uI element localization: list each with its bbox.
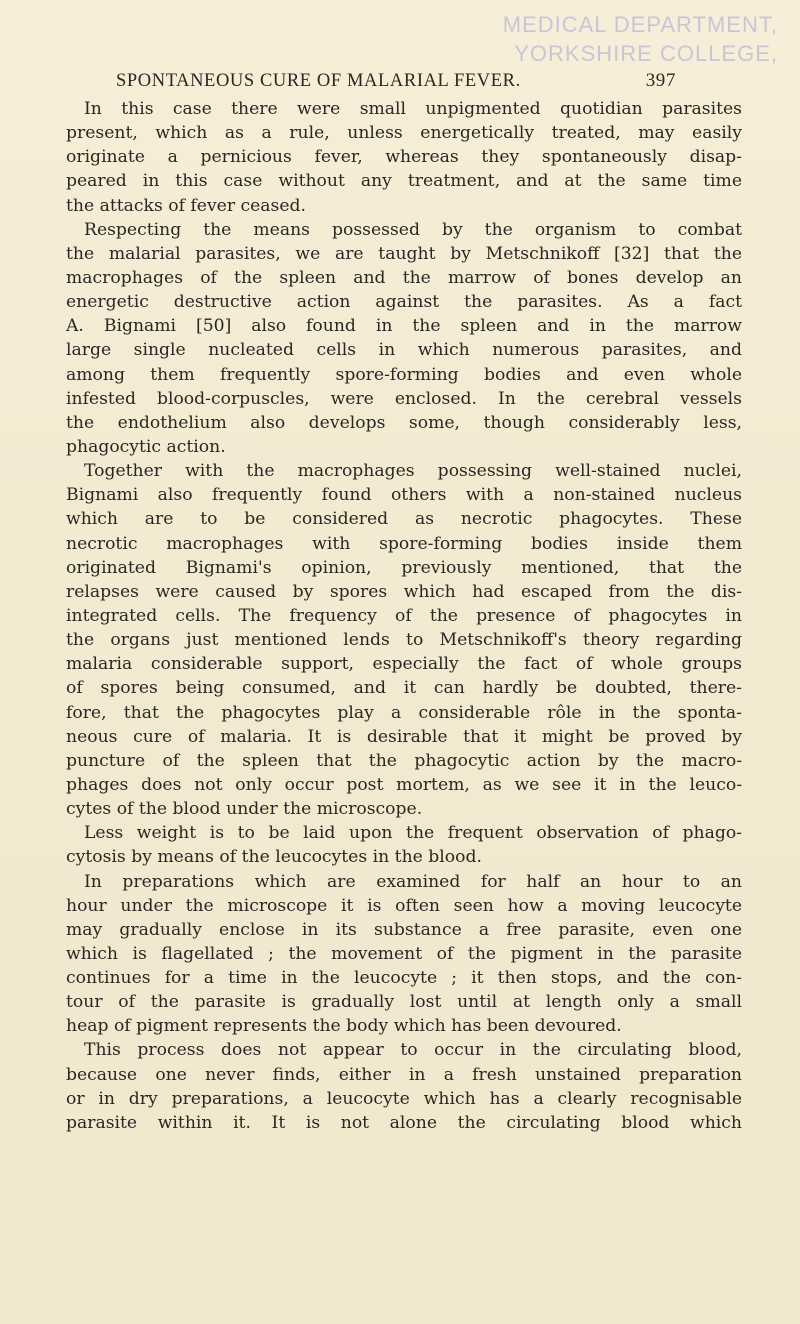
text-line: hour under the microscope it is often seen how a moving leucocyte bbox=[66, 895, 742, 916]
body-text bbox=[66, 97, 742, 1135]
text-line: among them frequently spore-forming bodies and even whole bbox=[66, 364, 742, 385]
text-line: the attacks of fever ceased. bbox=[66, 195, 307, 216]
text-line: malaria considerable support, especially the fact of whole groups bbox=[66, 654, 742, 675]
text-line: continues for a time in the leucocyte ; it then stops, and the con- bbox=[66, 968, 742, 989]
text-line: Together with the macrophages possessing well-stained nuclei, bbox=[84, 461, 742, 482]
text-line: or in dry preparations, a leucocyte which has a clearly recognisable bbox=[66, 1088, 742, 1109]
text-line: phagocytic action. bbox=[66, 436, 226, 457]
text-line: originate a pernicious fever, whereas they spontaneously disap- bbox=[66, 147, 742, 168]
text-line: the organs just mentioned lends to Metschnikoff's theory regarding bbox=[66, 630, 742, 651]
text-line: In this case there were small unpigmented quotidian parasites bbox=[84, 99, 742, 119]
text-line: which is flagellated ; the movement of the pigment in the parasite bbox=[66, 943, 742, 964]
text-line: the malarial parasites, we are taught by Metschnikoff [32] that the bbox=[66, 243, 742, 264]
text-line: parasite within it. It is not alone the circulating blood which bbox=[66, 1112, 742, 1133]
text-line: which are to be considered as necrotic phagocytes. These bbox=[66, 509, 742, 530]
text-line: large single nucleated cells in which numerous parasites, and bbox=[66, 340, 742, 361]
text-line: fore, that the phagocytes play a considerable rôle in the sponta- bbox=[66, 702, 742, 723]
stamp-line-1: MEDICAL DEPARTMENT, bbox=[502, 12, 778, 37]
page-number: 397 bbox=[645, 70, 676, 91]
text-line: of spores being consumed, and it can hardly be doubted, there- bbox=[66, 678, 742, 699]
text-line: heap of pigment represents the body which has been devoured. bbox=[66, 1016, 622, 1037]
text-line: relapses were caused by spores which had escaped from the dis- bbox=[66, 581, 742, 602]
text-line: necrotic macrophages with spore-forming bodies inside them bbox=[66, 533, 742, 554]
library-stamp bbox=[358, 10, 778, 68]
text-line: tour of the parasite is gradually lost until at length only a small bbox=[66, 992, 742, 1013]
text-line: originated Bignami's opinion, previously mentioned, that the bbox=[66, 557, 742, 578]
text-line: This process does not appear to occur in the circulating blood, bbox=[84, 1040, 742, 1061]
text-line: the endothelium also develops some, though considerably less, bbox=[66, 412, 742, 433]
text-line: energetic destructive action against the parasites. As a fact bbox=[66, 292, 742, 313]
text-line: Bignami also frequently found others with a non-stained nucleus bbox=[66, 485, 742, 506]
text-line: cytosis by means of the leucocytes in the blood. bbox=[66, 847, 482, 868]
text-line: infested blood-corpuscles, were enclosed. In the cerebral vessels bbox=[66, 388, 742, 409]
text-line: present, which as a rule, unless energetically treated, may easily bbox=[66, 123, 742, 144]
text-line: because one never finds, either in a fresh unstained preparation bbox=[66, 1064, 742, 1085]
text-line: peared in this case without any treatment, and at the same time bbox=[66, 171, 742, 192]
text-line: macrophages of the spleen and the marrow of bones develop an bbox=[66, 267, 742, 288]
text-line: puncture of the spleen that the phagocytic action by the macro- bbox=[66, 750, 742, 771]
text-line: neous cure of malaria. It is desirable that it might be proved by bbox=[66, 726, 742, 747]
text-line: In preparations which are examined for half an hour to an bbox=[84, 871, 742, 892]
text-line: may gradually enclose in its substance a free parasite, even one bbox=[66, 919, 742, 940]
text-line: A. Bignami [50] also found in the spleen and in the marrow bbox=[66, 316, 742, 337]
text-line: cytes of the blood under the microscope. bbox=[66, 799, 423, 820]
stamp-line-2: YORKSHIRE COLLEGE, bbox=[514, 41, 778, 66]
text-line: phages does not only occur post mortem, as we see it in the leuco- bbox=[66, 774, 742, 795]
text-line: Respecting the means possessed by the organism to combat bbox=[84, 219, 742, 240]
running-header bbox=[116, 70, 676, 92]
running-title: SPONTANEOUS CURE OF MALARIAL FEVER. bbox=[116, 71, 521, 91]
text-line: integrated cells. The frequency of the presence of phagocytes in bbox=[66, 605, 742, 626]
text-line: Less weight is to be laid upon the frequent observation of phago- bbox=[84, 823, 742, 844]
